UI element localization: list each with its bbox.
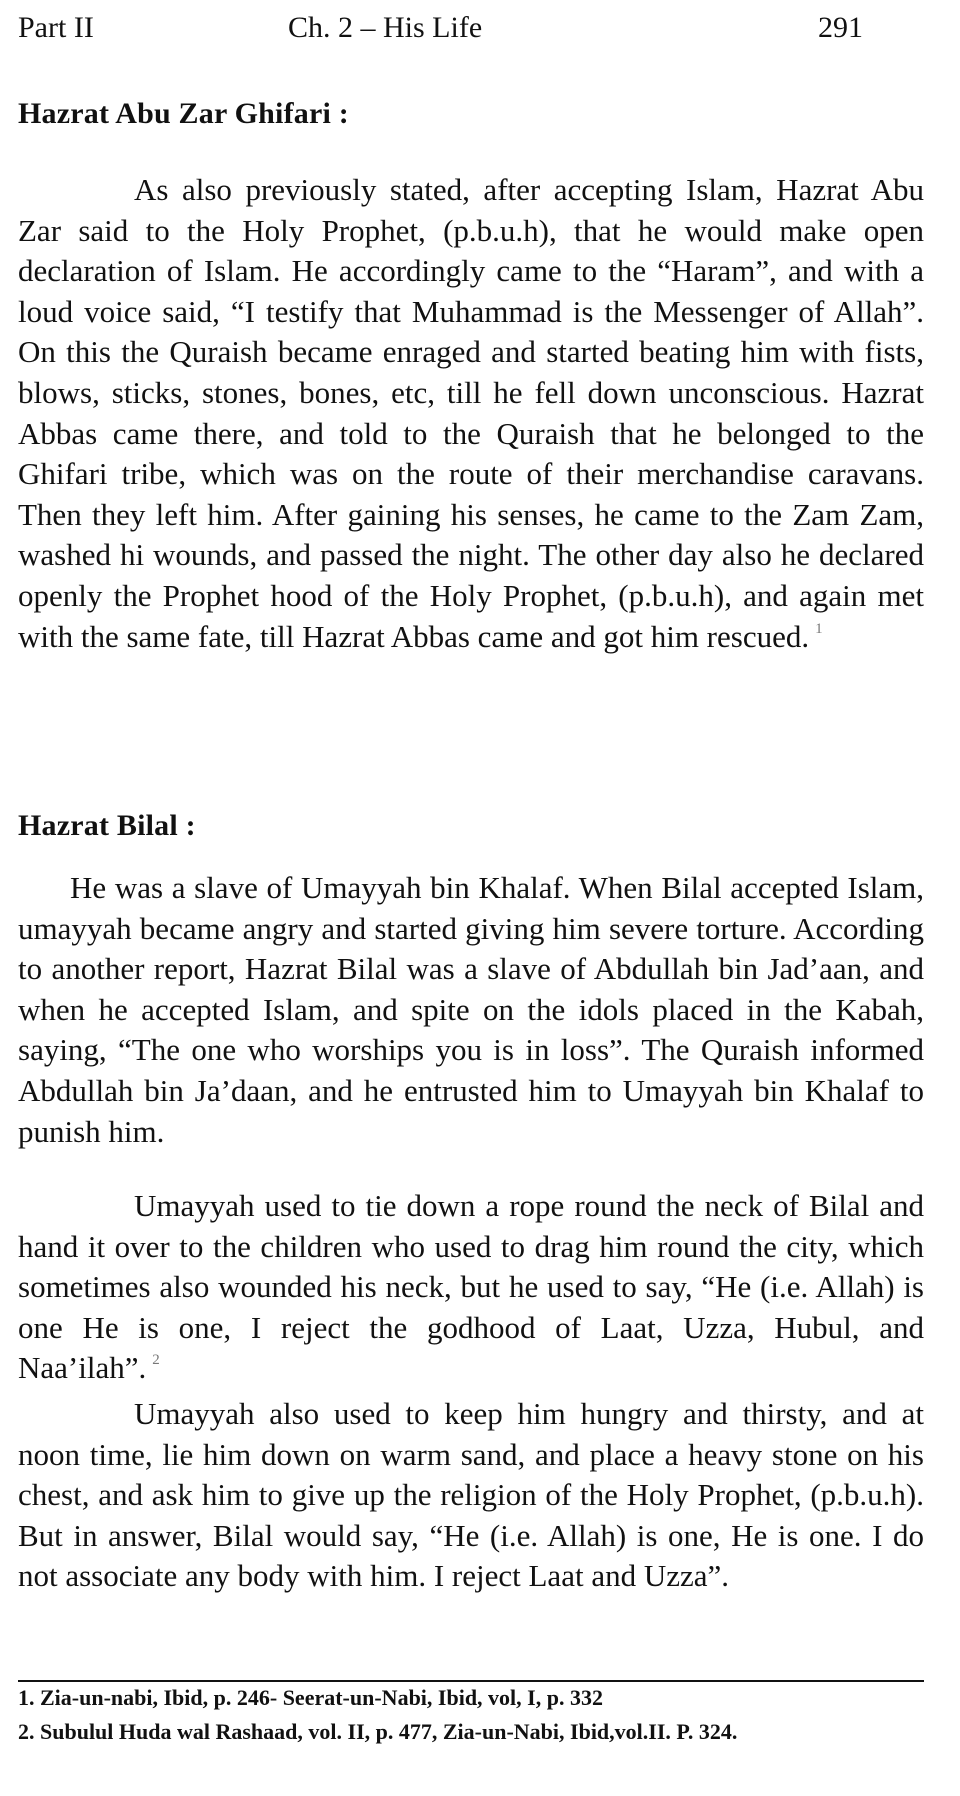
paragraph-text: As also previously stated, after accepting Islam, Hazrat Abu Zar said to the Holy Prophet, (p.b.u.h), that he would make open declaration of Islam. He accordingly came to the “Haram”, and with a loud voice said, “I testify that Muhammad is the Messenger of Allah”. On this the Quraish became enraged and started beating him with fists, blows, sticks, stones, bones, etc, till he fell down unconscious. Hazrat Abbas came there, and told to the Quraish that he belonged to the Ghifari tribe, which was on the route of their merchandise caravans. Then they left him. After gaining his senses, he came to the Zam Zam, washed hi wounds, and passed the night. The other day also he declared openly the Prophet hood of the Holy Prophet, (p.b.u.h), and again met with the same fate, till Hazrat Abbas came and got him rescued. bbox=[18, 172, 924, 654]
paragraph-bilal-1 bbox=[18, 868, 924, 1152]
footnote-ref-2: 2 bbox=[152, 1352, 160, 1369]
paragraph-text: Umayyah used to tie down a rope round the neck of Bilal and hand it over to the children who used to drag him round the city, which sometimes also wounded his neck, but he used to say, “He (i.e. Allah) is one He is one, I reject the godhood of Laat, Uzza, Hubul, and Naa’ilah”. bbox=[18, 1188, 924, 1386]
header-page-number: 291 bbox=[818, 11, 863, 44]
header-part: Part II bbox=[18, 11, 94, 44]
paragraph-bilal-3 bbox=[18, 1394, 924, 1597]
paragraph-bilal-2 bbox=[18, 1186, 924, 1389]
footnote-divider bbox=[18, 1680, 924, 1682]
running-header bbox=[18, 8, 924, 48]
footnote-ref-1: 1 bbox=[815, 620, 823, 637]
section-heading-abu-zar: Hazrat Abu Zar Ghifari : bbox=[18, 97, 349, 130]
book-page bbox=[18, 0, 924, 1796]
footnote-2: 2. Subulul Huda wal Rashaad, vol. II, p. 477, Zia-un-Nabi, Ibid,vol.II. P. 324. bbox=[18, 1719, 738, 1744]
paragraph-text: He was a slave of Umayyah bin Khalaf. When Bilal accepted Islam, umayyah became angry and started giving him severe torture. According to another report, Hazrat Bilal was a slave of Abdullah bin Jad’aan, and when he accepted Islam, and spite on the idols placed in the Kabah, saying, “The one who worships you is in loss”. The Quraish informed Abdullah bin Ja’daan, and he entrusted him to Umayyah bin Khalaf to punish him. bbox=[18, 870, 924, 1149]
footnote-1: 1. Zia-un-nabi, Ibid, p. 246- Seerat-un-Nabi, Ibid, vol, I, p. 332 bbox=[18, 1685, 603, 1710]
section-heading-bilal: Hazrat Bilal : bbox=[18, 809, 196, 842]
paragraph-abu-zar bbox=[18, 170, 924, 657]
paragraph-text: Umayyah also used to keep him hungry and thirsty, and at noon time, lie him down on warm sand, and place a heavy stone on his chest, and ask him to give up the religion of the Holy Prophet, (p.b.u.h). But in answer, Bilal would say, “He (i.e. Allah) is one, He is one. I do not associate any body with him. I reject Laat and Uzza”. bbox=[18, 1396, 924, 1594]
header-chapter: Ch. 2 – His Life bbox=[288, 11, 483, 44]
